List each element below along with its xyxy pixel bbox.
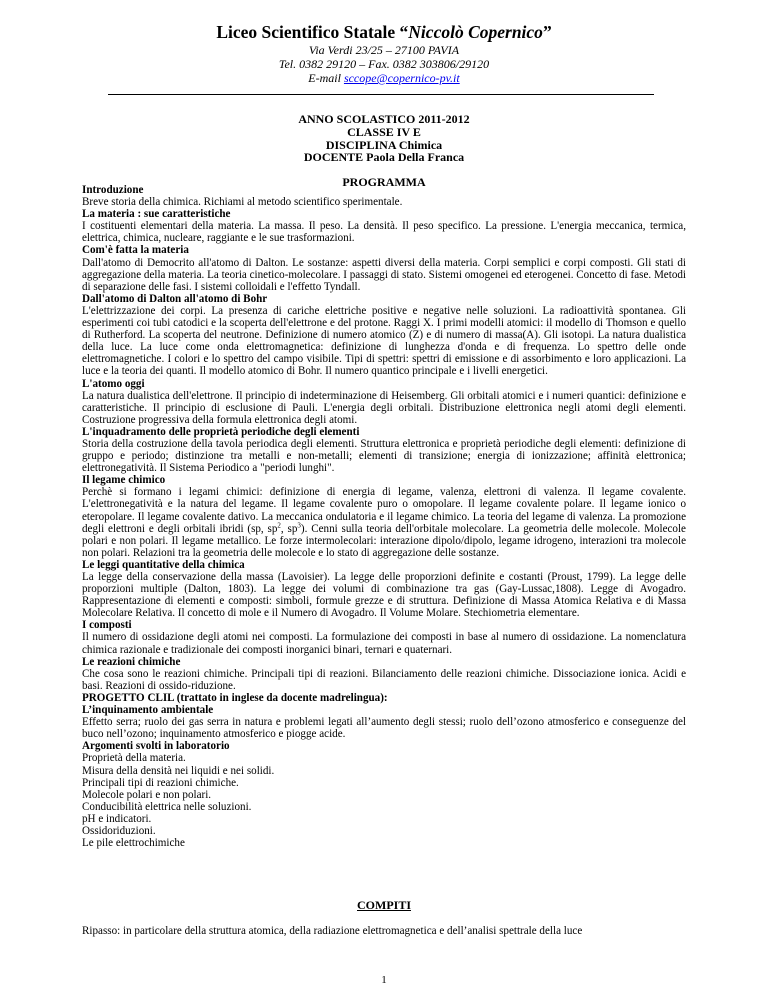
section-text: Effetto serra; ruolo dei gas serra in natura e problemi legati all’aumento degli stessi; ruolo dell’ozono atmosferico e conseguenze del buco nell’ozono; inquinamento atmosferico e piogge acide. [82,716,686,741]
school-email-line: E-mail sccope@copernico-pv.it [308,71,460,85]
section-text: Dall'atomo di Democrito all'atomo di Dalton. Le sostanze: aspetti diversi della materia. Corpi semplici e corpi composti. Gli stati di aggregazione della materia. La teoria cinetico-molecolare. I passaggi di stato. Sistemi omogenei ed eterogenei. Concetto di fase. Metodi di separazione delle fasi. I sistemi colloidali e l'effetto Tyndall. [82,256,686,293]
section-text: Storia della costruzione della tavola periodica degli elementi. Struttura elettronica e proprietà periodiche degli elementi: definizione di gruppo e periodo; distinzione tra metalli e non-metalli; elementi di transizione; energia di ionizzazione; affinità elettronica; elettronegatività. Il Sistema Periodico a "periodi lunghi". [82,437,686,475]
page-number: 1 [381,974,387,986]
list-item: Misura della densità nei liquidi e nei solidi. [82,764,275,777]
subject-label: DISCIPLINA Chimica [325,138,443,152]
compiti-title: COMPITI [357,898,411,912]
list-item: Conducibilità elettrica nelle soluzioni. [82,800,252,813]
section-heading: La materia : sue caratteristiche [82,208,231,221]
school-address: Via Verdi 23/25 – 27100 PAVIA [308,43,460,57]
section-heading: Le leggi quantitative della chimica [82,558,245,571]
school-name: Liceo Scientifico Statale “Niccolò Copernico” [216,22,552,42]
section-heading: L'atomo oggi [82,377,145,390]
section-text: L'elettrizzazione dei corpi. La presenza di cariche elettriche positive e negative nelle soluzioni. La radioattività spontanea. Gli esperimenti coi tubi catodici e la scoperta dell'elettrone e del protone. Raggi X. I primi modelli atomici: il modello di Thomson e quello di Rutherford. La scoperta del neutrone. Definizione di numero atomico (Z) e di numero di massa(A). Gli isotopi. La natura dualistica della luce. La luce come onda elettromagnetica: definizione di lunghezza d'onda e di frequenza. Lo spettro delle onde elettromagnetiche. I colori e lo spettro del campo visibile. Tipi di spettri: spettri di emissione e di assorbimento e loro applicazioni. La luce e la teoria dei quanti. Il modello atomico di Bohr. Il numero quantico principale e i livelli energetici. [82,304,686,378]
section-heading: Il legame chimico [82,474,166,487]
program-title: PROGRAMMA [342,175,426,189]
section-text: Il numero di ossidazione degli atomi nei composti. La formulazione dei composti in base al numero di ossidazione. La nomenclatura chimica razionale e tradizionale dei composti inorganici binari, ternari e quaternari. [82,631,686,656]
section-heading: Introduzione [82,184,144,196]
section-heading: Dall'atomo di Dalton all'atomo di Bohr [82,292,268,305]
program-body [82,184,686,849]
compiti-text: Ripasso: in particolare della struttura atomica, della radiazione elettromagnetica e dell’analisi spettrale della luce [82,925,583,937]
email-link[interactable]: sccope@copernico-pv.it [343,71,460,85]
section-text: La natura dualistica dell'elettrone. Il principio di indeterminazione di Heisemberg. Gli orbitali atomici e i numeri quantici: definizione e caratteristiche. Il principio di esclusione di Pauli. L'energia degli orbitali. Distribuzione elettronica negli atomi degli elementi. Costruzione progressiva della formula elettronica degli atomi. [82,389,686,426]
section-heading: Argomenti svolti in laboratorio [82,740,230,753]
header-divider [108,94,654,95]
section-text: I costituenti elementari della materia. La massa. Il peso. La densità. Il peso specifico. La pressione. L'energia meccanica, termica, elettrica, chimica, nucleare, raggiante e le sue trasformazioni. [82,220,686,245]
class-label: CLASSE IV E [347,125,421,139]
school-phone: Tel. 0382 29120 – Fax. 0382 303806/29120 [278,57,490,71]
list-item: Le pile elettrochimiche [82,837,185,850]
school-year: ANNO SCOLASTICO 2011-2012 [298,112,470,126]
section-text: Perchè si formano i legami chimici: definizione di energia di legame, valenza, elettroni di valenza. Il legame covalente. L'elettronegatività e la natura del legame. Il legame covalente puro o omopolare. Il legame covalente polare. Il legame ionico o eteropolare. Il legame covalente dativo. La meccanica ondulatoria e il legame chimico. La teoria del legame di valenza. La promozione degli elettroni e degli orbitali ibridi (sp, $sp^2$, $sp^3$). Cenni sulla teoria dell'orbitale molecolare. La geometria delle molecole. Molecole polari e non polari. Il legame metallico. Le forze intermolecolari: interazione dipolo/dipolo, legame idrogeno, interazioni tra molecole non polari. Relazioni tra la geometria delle molecole e lo stato di aggregazione delle sostanze. [82,486,686,559]
section-text: La legge della conservazione della massa (Lavoisier). La legge delle proporzioni definite e costanti (Proust, 1799). La legge delle proporzioni multiple (Dalton, 1803). La legge dei volumi di combinazione tra gas (Gay-Lussac,1808). Legge di Avogadro. Rappresentazione di elementi e composti: simboli, formule grezze e di struttura. Definizione di Massa Atomica Relativa e di Massa Molecolare Relativa. Il concetto di mole e il Numero di Avogadro. Il Volume Molare. Stechiometria elementare. [82,571,686,620]
section-heading: L’inquinamento ambientale [82,704,214,717]
list-item: Proprietà della materia. [82,752,186,765]
section-heading: Com'è fatta la materia [82,244,189,257]
clil-heading: PROGETTO CLIL (trattato in inglese da docente madrelingua): [82,691,388,704]
list-item: Principali tipi di reazioni chimiche. [82,776,239,789]
section-text: Breve storia della chimica. Richiami al metodo scientifico sperimentale. [82,196,403,209]
list-item: Ossidoriduzioni. [82,824,156,837]
list-item: Molecole polari e non polari. [82,788,212,801]
lab-topics-list [82,752,686,849]
section-heading: I composti [82,619,132,632]
teacher-label: DOCENTE Paola Della Franca [303,150,465,164]
list-item: pH e indicatori. [82,812,152,825]
section-heading: L'inquadramento delle proprietà periodiche degli elementi [82,425,360,438]
section-heading: Le reazioni chimiche [82,655,181,668]
section-text: Che cosa sono le reazioni chimiche. Principali tipi di reazioni. Bilanciamento delle reazioni chimiche. Dissociazione ionica. Acidi e basi. Reazioni di ossido-riduzione. [82,667,686,692]
